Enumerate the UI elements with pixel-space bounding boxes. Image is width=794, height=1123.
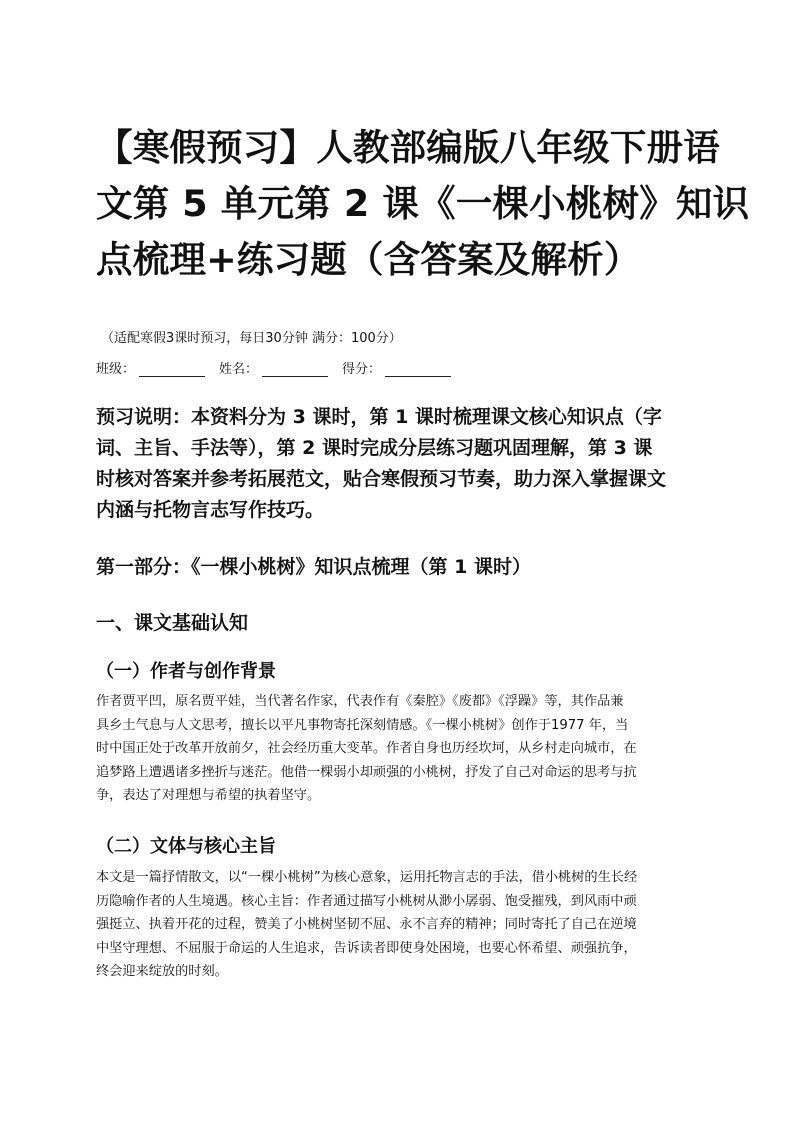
paragraph-line: 历隐喻作者的人生境遇。核心主旨：作者通过描写小桃树从渺小孱弱、饱受摧残，到风雨中顽 [96, 893, 637, 909]
usage-note: （适配寒假3课时预习，每日30分钟 满分：100分） [101, 331, 402, 346]
paragraph-line: 终会迎来绽放的时刻。 [96, 964, 228, 979]
score-blank[interactable] [385, 363, 451, 377]
subsection-heading-author: （一）作者与创作背景 [96, 661, 276, 682]
intro-line: 内涵与托物言志写作技巧。 [96, 499, 325, 521]
title-line: 文第 5 单元第 2 课《一棵小桃树》知识 [96, 182, 750, 225]
title-line: 点梳理+练习题（含答案及解析） [96, 238, 641, 281]
name-label: 姓名： [219, 362, 259, 377]
document-title [96, 120, 750, 288]
paragraph-line: 强挺立、执着开花的过程，赞美了小桃树坚韧不屈、永不言弃的精神；同时寄托了自己在逆境 [96, 917, 637, 932]
paragraph-line: 争，表达了对理想与希望的执着坚守。 [96, 788, 321, 803]
subsection-heading-theme: （二）文体与核心主旨 [96, 836, 276, 857]
paragraph-line: 具乡土气息与人文思考，擅长以平凡事物寄托深刻情感。《一棵小桃树》创作于1977 年，当 [96, 717, 629, 733]
class-label: 班级： [96, 362, 136, 377]
name-blank[interactable] [262, 363, 328, 377]
paragraph-line: 作者贾平凹，原名贾平娃，当代著名作家，代表作有《秦腔》《废都》《浮躁》等，其作品兼 [96, 694, 624, 709]
intro-line: 词、主旨、手法等），第 2 课时完成分层练习题巩固理解，第 3 课 [96, 437, 653, 459]
paragraph-genre-theme [96, 866, 706, 984]
score-label: 得分： [342, 362, 382, 377]
paragraph-line: 中坚守理想、不屈服于命运的人生追求，告诉读者即使身处困境，也要心怀希望、顽强抗争， [96, 940, 637, 956]
paragraph-author-background [96, 690, 706, 808]
paragraph-line: 时中国正处于改革开放前夕，社会经历重大变革。作者自身也历经坎坷，从乡村走向城市，在 [96, 741, 637, 756]
part-heading: 第一部分：《一棵小桃树》知识点梳理（第 1 课时） [96, 556, 531, 578]
student-info-row [96, 358, 465, 377]
preview-instructions [96, 402, 706, 526]
class-blank[interactable] [139, 363, 205, 377]
intro-line: 时核对答案并参考拓展范文，贴合寒假预习节奏，助力深入掌握课文 [96, 468, 667, 490]
name-field [219, 358, 328, 377]
paragraph-line: 本文是一篇抒情散文，以“一棵小桃树”为核心意象，运用托物言志的手法，借小桃树的生长经 [96, 870, 638, 885]
score-field [342, 358, 451, 377]
section-heading: 一、课文基础认知 [96, 612, 249, 634]
intro-line: 预习说明：本资料分为 3 课时，第 1 课时梳理课文核心知识点（字 [96, 406, 662, 428]
paragraph-line: 追梦路上遭遇诸多挫折与迷茫。他借一棵弱小却顽强的小桃树，抒发了自己对命运的思考与抗 [96, 764, 637, 780]
title-line: 【寒假预习】人教部编版八年级下册语 [96, 126, 720, 169]
class-field [96, 358, 205, 377]
